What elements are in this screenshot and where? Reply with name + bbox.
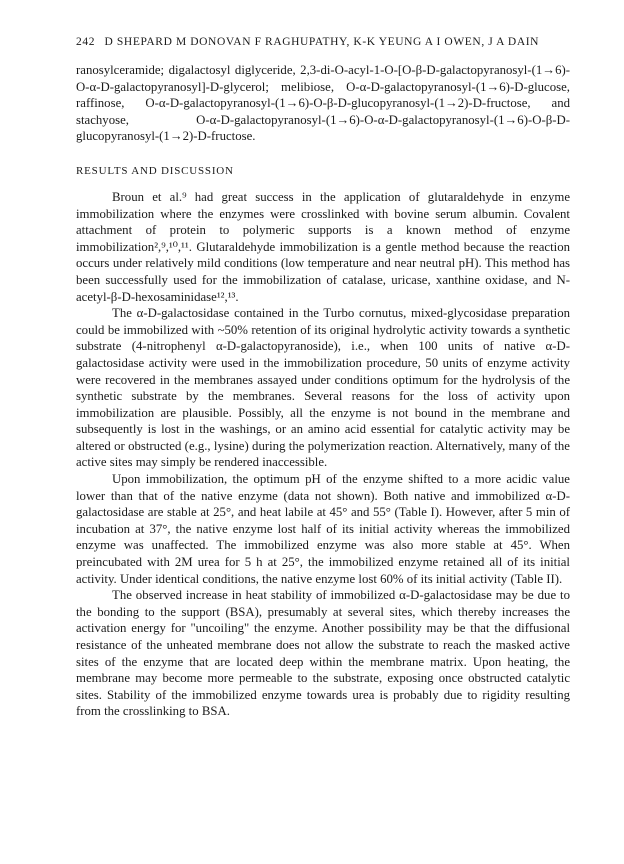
page-number: 242	[76, 36, 96, 48]
body-paragraph: Upon immobilization, the optimum pH of the enzyme shifted to a more acidic value lower than that of the native enzyme (data not shown). Both native and immobilized α-D-galactosidase are stable at 25°, and heat labile at 45° and 55° (Table I). However, after 5 min of incubation at 37°, the native enzyme lost half of its initial activity whereas the immobilized enzyme was unaffected. The immobilized enzyme was also more stable at 45°. When preincubated with 2M urea for 5 h at 25°, the immobilized enzyme retained all of its initial activity. Under identical conditions, the native enzyme lost 60% of its initial activity (Table II).	[76, 472, 570, 586]
running-head	[76, 36, 570, 48]
body-paragraph: The α-D-galactosidase contained in the Turbo cornutus, mixed-glycosidase preparation could be immobilized with ~50% retention of its original hydrolytic activity towards a synthetic substrate (4-nitrophenyl α-D-galactopyranoside), i.e., when 100 units of native α-D-galactosidase activity were used in the immobilization procedure, 50 units of enzyme activity were recovered in the membranes assayed under conditions optimum for the hydrolysis of the synthetic substrate by the membranes. Several reasons for the loss of activity upon immobilization are plausible. Possibly, all the enzyme is not bound in the membrane and subsequently is lost in the washings, or an amino acid essential for catalytic activity may be altered or obstructed (e.g., lysine) during the polymerization reaction. Alternatively, many of the active sites may simply be rendered inaccessible.	[76, 306, 570, 470]
author-list: D SHEPARD M DONOVAN F RAGHUPATHY, K-K YEUNG A I OWEN, J A DAIN	[104, 36, 540, 48]
body-paragraph: The observed increase in heat stability of immobilized α-D-galactosidase may be due to the bonding to the support (BSA), presumably at several sites, which thereby increases the activation energy for "uncoiling" the enzyme. Another possibility may be that the diffusional resistance of the unheated membrane does not allow the substrate to reach the masked active sites of the enzyme that are located deep within the membrane matrix. Upon heating, the membrane may become more permeable to the substrate, exposing once obstructed catalytic sites. Stability of the immobilized enzyme towards urea is probably due to rigidity resulting from the crosslinking to BSA.	[76, 588, 570, 719]
journal-page	[76, 36, 570, 720]
section-heading: RESULTS AND DISCUSSION	[76, 164, 234, 177]
intro-paragraph: ranosylceramide; digalactosyl diglyceride, 2,3-di-O-acyl-1-O-[O-β-D-galactopyranosyl-(1→6)-O-α-D-galactopyranosyl]-D-glycerol; melibiose, O-α-D-galactopyranosyl-(1→6)-D-glucose, raffinose, O-α-D-galactopyranosyl-(1→6)-O-β-D-glucopyranosyl-(1→2)-D-fructose, and stachyose, O-α-D-galactopyranosyl-(1→6)-O-α-D-galactopyranosyl-(1→6)-O-β-D-glucopyranosyl-(1→2)-D-fructose.	[76, 63, 570, 144]
body-paragraph: Broun et al.⁹ had great success in the application of glutaraldehyde in enzyme immobilization where the enzymes were crosslinked with bovine serum albumin. Covalent attachment of protein to polymeric supports is a known method of enzyme immobilization²,⁹,¹⁰,¹¹. Glutaraldehyde immobilization is a gentle method because the reaction occurs under relatively mild conditions (low temperature and near neutral pH). This method has been successfully used for the immobilization of catalase, uricase, xanthine oxidase, and N-acetyl-β-D-hexosaminidase¹²,¹³.	[76, 189, 570, 304]
